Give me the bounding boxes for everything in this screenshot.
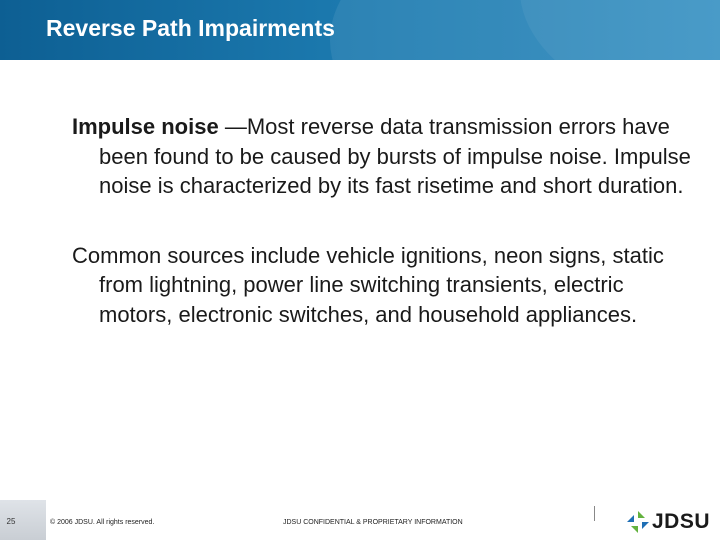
footer-divider (594, 506, 595, 521)
slide-header (0, 0, 720, 60)
slide-footer (0, 500, 720, 540)
body-paragraph-common-sources (72, 241, 692, 330)
slide-body (72, 112, 692, 369)
paragraph-text: —Most reverse data transmission errors have been found to be caused by bursts of impulse noise. Impulse noise is characterized by its fast risetime and short duration. (99, 114, 691, 198)
jdsu-logo-mark-icon (626, 510, 650, 534)
page-number-box (0, 500, 46, 540)
copyright-notice: © 2006 JDSU. All rights reserved. (50, 519, 155, 526)
jdsu-logo-text: JDSU (652, 510, 711, 533)
page-number: 25 (6, 517, 16, 526)
slide-title: Reverse Path Impairments (46, 15, 335, 41)
body-paragraph-impulse-noise (72, 112, 692, 201)
jdsu-logo (626, 510, 710, 534)
paragraph-lead-term: Impulse noise (72, 114, 225, 139)
confidentiality-notice: JDSU CONFIDENTIAL & PROPRIETARY INFORMATION (283, 519, 463, 526)
header-decoration (520, 0, 720, 60)
paragraph-text: Common sources include vehicle ignitions, neon signs, static from lightning, power line switching transients, electric motors, electronic switches, and household appliances. (72, 242, 664, 327)
